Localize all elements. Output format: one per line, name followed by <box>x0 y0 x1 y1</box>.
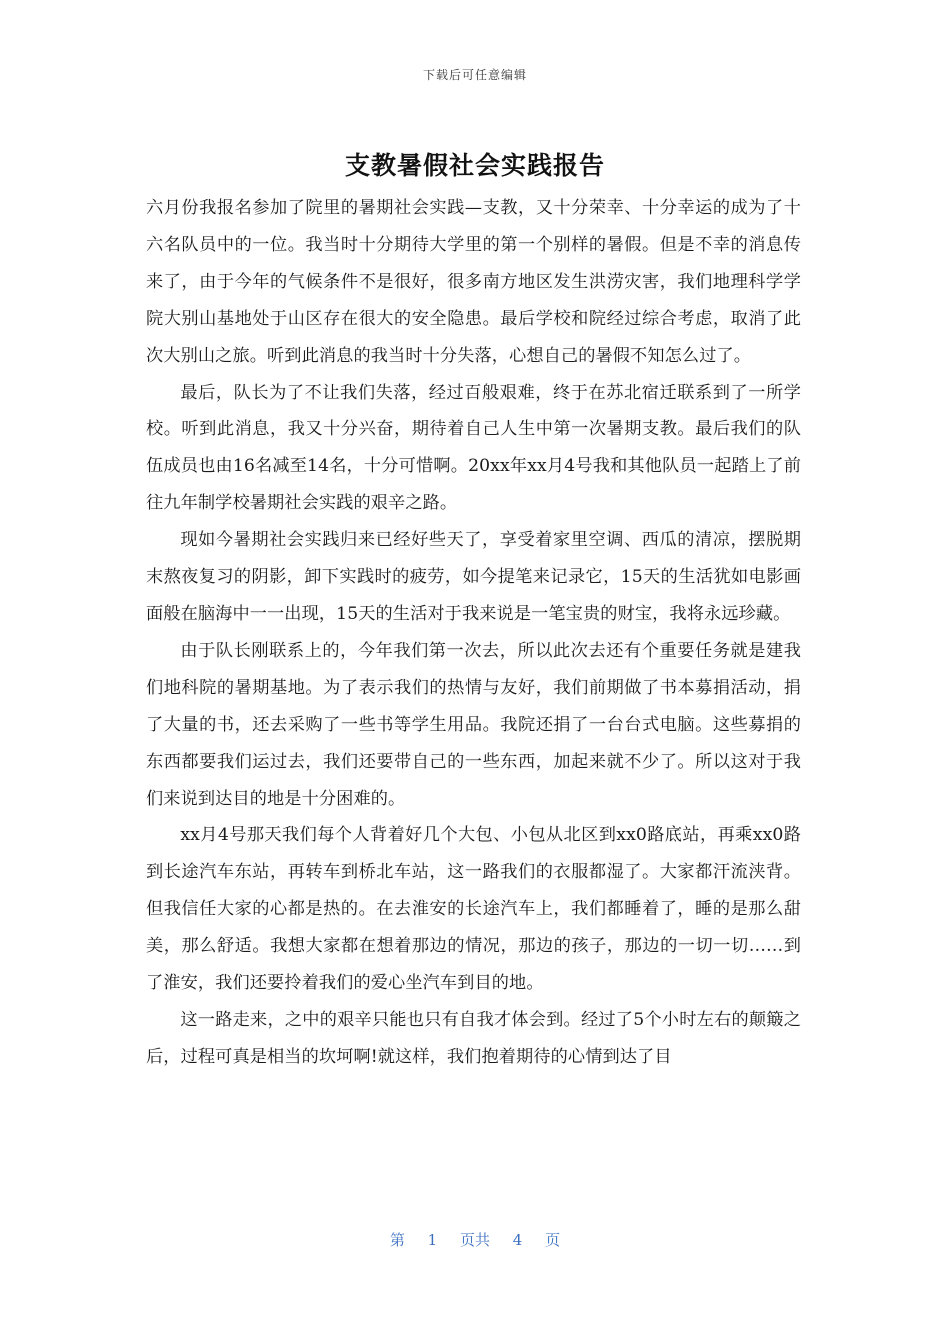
paragraph: 六月份我报名参加了院里的暑期社会实践—支教，又十分荣幸、十分幸运的成为了十六名队员中的一位。我当时十分期待大学里的第一个别样的暑假。但是不幸的消息传来了，由于今年的气候条件不是很好，很多南方地区发生洪涝灾害，我们地理科学学院大别山基地处于山区存在很大的安全隐患。最后学校和院经过综合考虑，取消了此次大别山之旅。听到此消息的我当时十分失落，心想自己的暑假不知怎么过了。 <box>146 198 801 366</box>
header-note: 下载后可任意编辑 <box>422 68 527 82</box>
paragraph: xx月4号那天我们每个人背着好几个大包、小包从北区到xx0路底站，再乘xx0路到长途汽车东站，再转车到桥北车站，这一路我们的衣服都湿了。大家都汗流浃背。但我信任大家的心都是热的。在去淮安的长途汽车上，我们都睡着了，睡的是那么甜美，那么舒适。我想大家都在想着那边的情况，那边的孩子，那边的一切一切……到了淮安，我们还要拎着我们的爱心坐汽车到目的地。 <box>146 825 801 994</box>
footer-suffix: 页 <box>545 1231 561 1249</box>
document-title: 支教暑假社会实践报告 <box>344 151 605 180</box>
paragraph: 现如今暑期社会实践归来已经好些天了，享受着家里空调、西瓜的清凉，摆脱期末熬夜复习的阴影，卸下实践时的疲劳，如今提笔来记录它，15天的生活犹如电影画面般在脑海中一一出现，15天的生活对于我来说是一笔宝贵的财宝，我将永远珍藏。 <box>146 530 801 624</box>
footer-prefix: 第 <box>389 1231 405 1249</box>
current-page-number: 1 <box>427 1231 438 1249</box>
page-footer <box>0 1229 950 1250</box>
paragraph: 由于队长刚联系上的，今年我们第一次去，所以此次去还有个重要任务就是建我们地科院的暑期基地。为了表示我们的热情与友好，我们前期做了书本募捐活动，捐了大量的书，还去采购了一些书等学生用品。我院还捐了一台台式电脑。这些募捐的东西都要我们运过去，我们还要带自己的一些东西，加起来就不少了。所以这对于我们来说到达目的地是十分困难的。 <box>146 640 801 809</box>
total-pages-number: 4 <box>512 1231 523 1249</box>
paragraph: 最后，队长为了不让我们失落，经过百般艰难，终于在苏北宿迁联系到了一所学校。听到此消息，我又十分兴奋，期待着自己人生中第一次暑期支教。最后我们的队伍成员也由16名减至14名，十分可惜啊。20xx年xx月4号我和其他队员一起踏上了前往九年制学校暑期社会实践的艰辛之路。 <box>146 382 801 514</box>
paragraph: 这一路走来，之中的艰辛只能也只有自我才体会到。经过了5个小时左右的颠簸之后，过程可真是相当的坎坷啊!就这样，我们抱着期待的心情到达了目 <box>146 1009 801 1067</box>
document-body <box>146 190 801 1076</box>
footer-middle: 页共 <box>459 1231 490 1249</box>
